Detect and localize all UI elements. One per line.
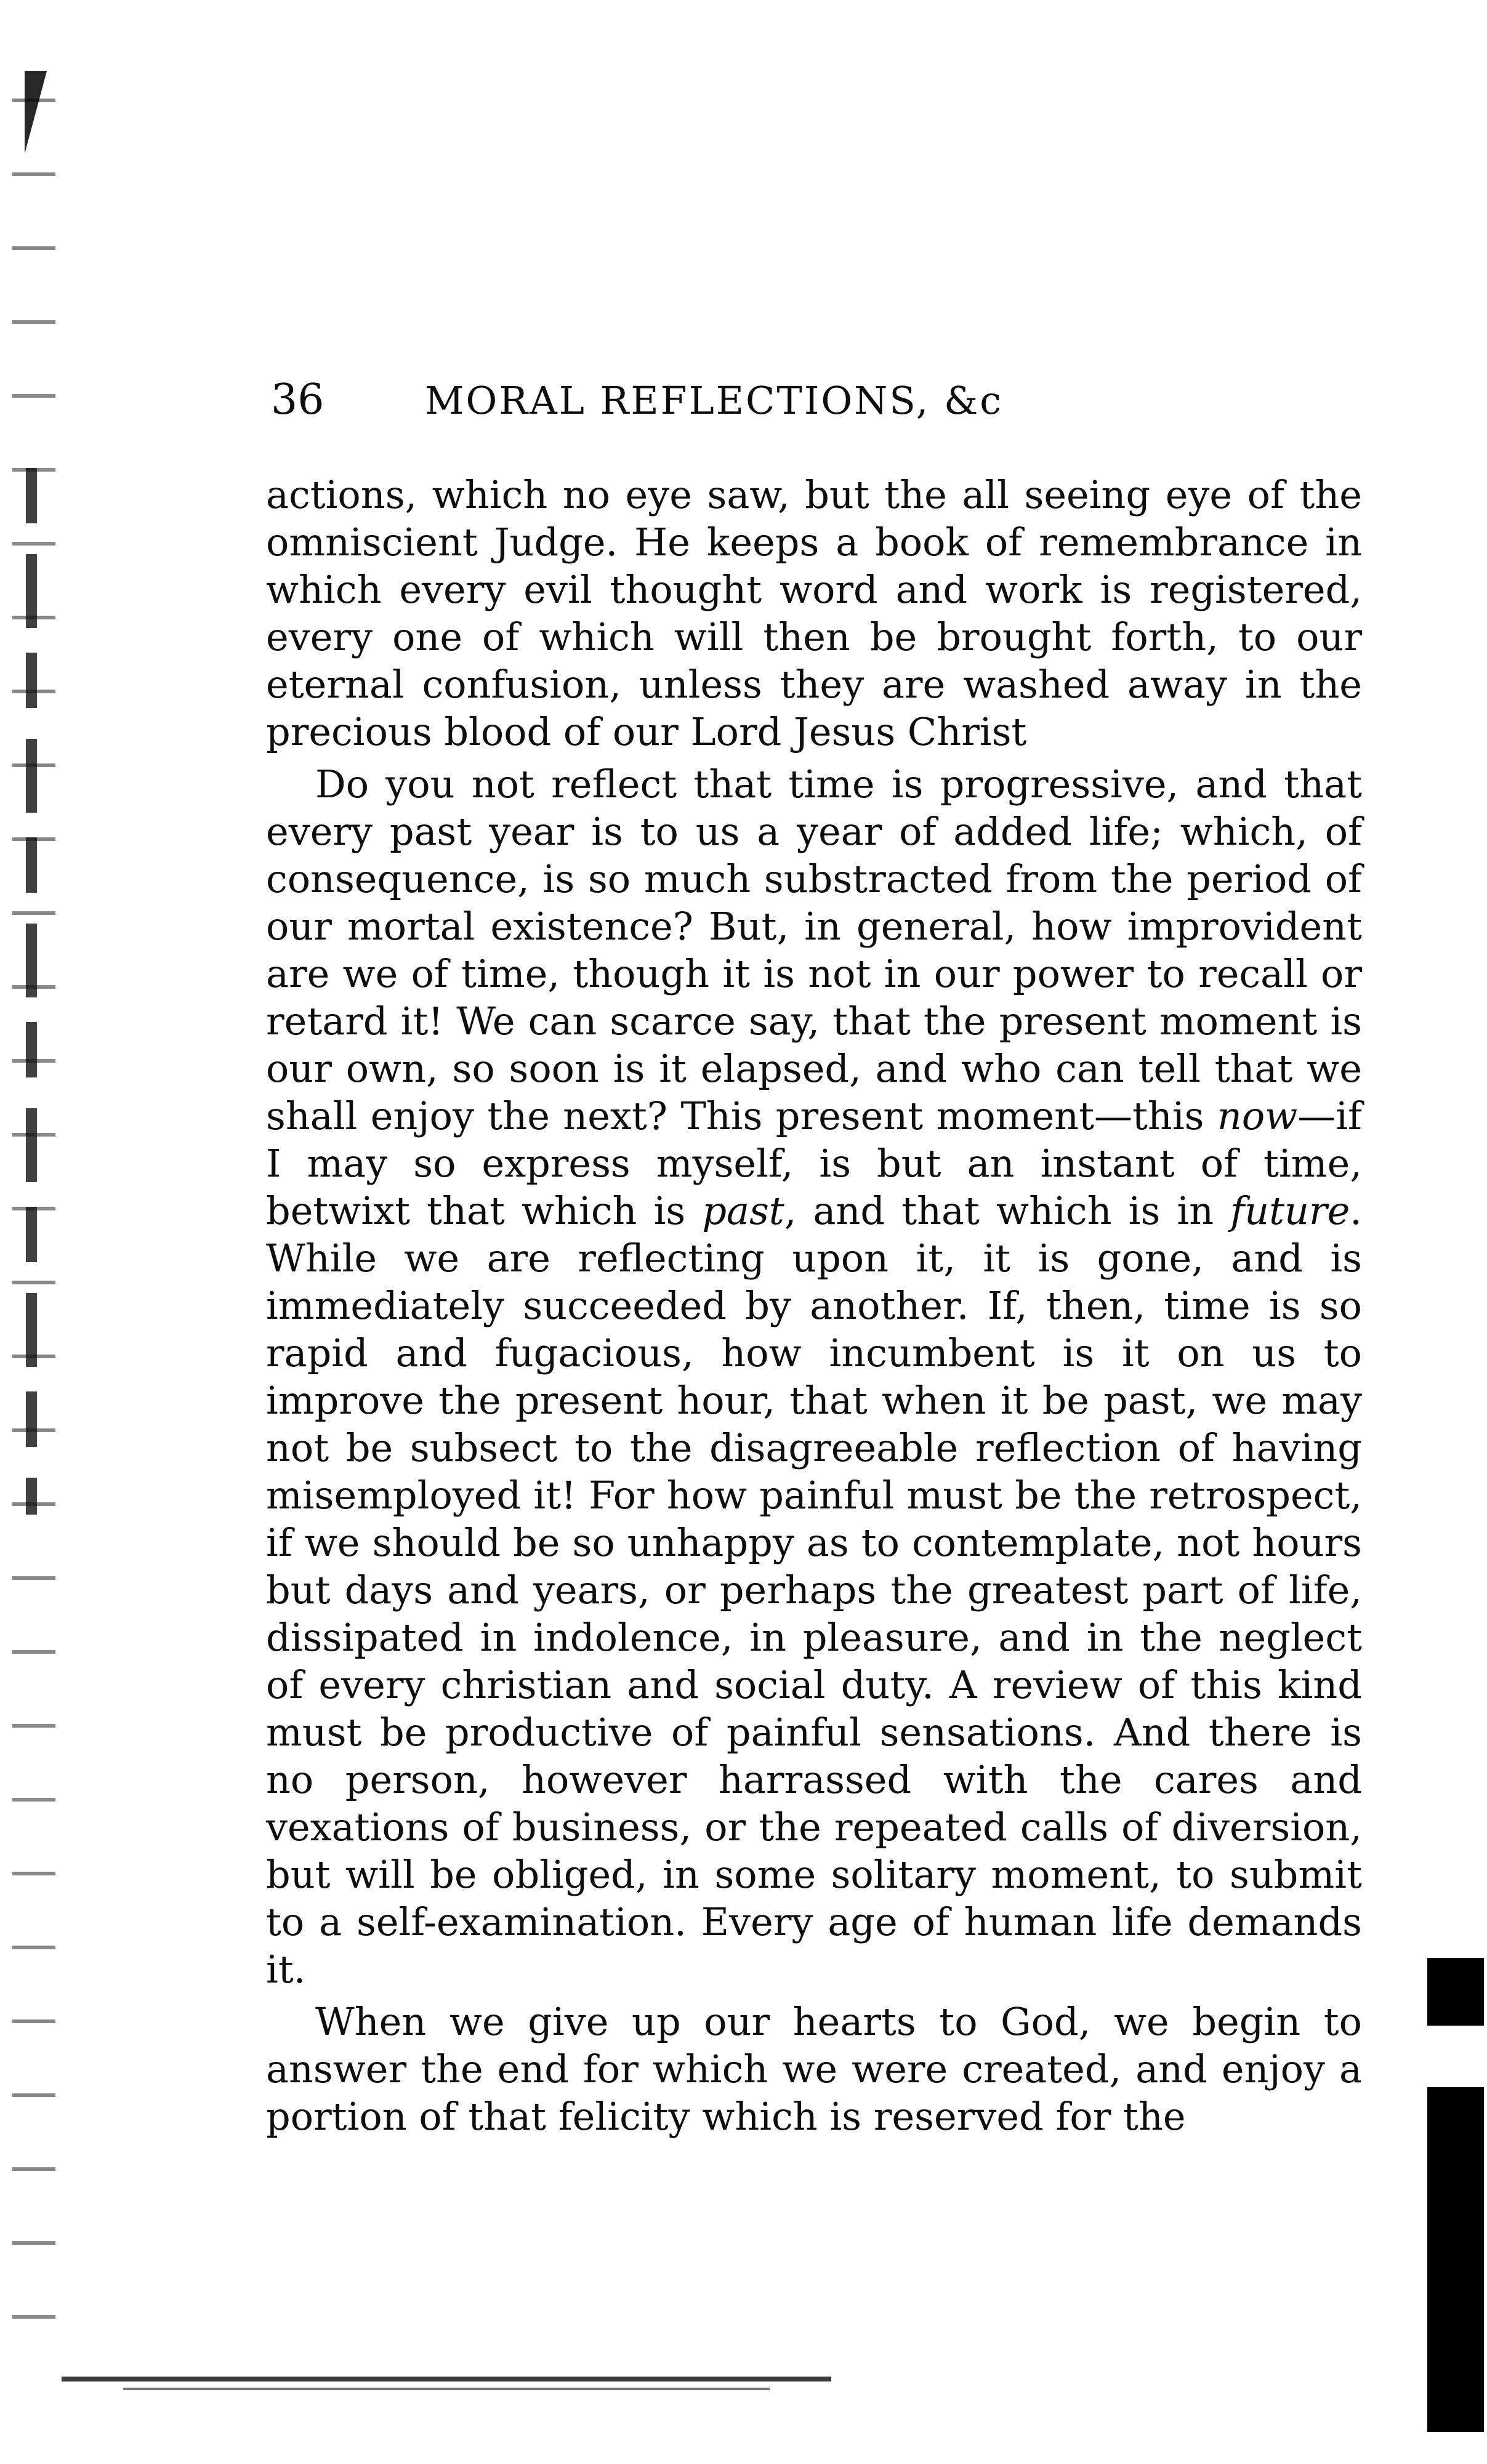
text-segment: actions, which no eye saw, but the all seeing eye of the omniscient Judge. He keeps a book of remembrance in which every evil thought word and work is registered, every one of which will then be brought forth, to our eternal confusion, unless they are washed away in the precious blood of our Lord Jesus Christ [266, 472, 1362, 754]
paragraph-continuation [266, 471, 1362, 755]
italic-word-now: now [1217, 1093, 1298, 1138]
text-segment: —if I may so express myself, is but an instant of time, betwixt that which is [266, 1093, 1362, 1233]
page-body [266, 471, 1362, 2140]
paragraph-hearts [266, 1998, 1362, 2140]
scan-artifact-bottom-rule [123, 2388, 770, 2390]
page-number: 36 [271, 376, 324, 424]
text-segment: . While we are reflecting upon it, it is gone, and is immediately succeeded by another. If, then, time is so rapid and fugacious, how incumbent is it on us to improve the present hour, that when it be past, we may not be subsect to the disagreeable reflection of having misemployed it! For how painful must be the retrospect, if we should be so unhappy as to contemplate, not hours but days and years, or perhaps the greatest part of life, dissipated in indolence, in pleasure, and in the neglect of every christian and social duty. A review of this kind must be productive of painful sensations. And there is no person, however harrassed with the cares and vexations of business, or the repeated calls of diversion, but will be obliged, in some solitary moment, to submit to a self-examination. Every age of human life demands it. [266, 1188, 1362, 1992]
text-segment: Do you not reflect that time is progressive, and that every past year is to us a year of added life; which, of consequence, is so much substracted from the period of our mortal existence? But, in general, how improvident are we of time, though it is not in our power to recall or retard it! We can scarce say, that the present moment is our own, so soon is it elapsed, and who can tell that we shall enjoy the next? This present moment—this [266, 762, 1362, 1138]
scan-artifact-right-bar [1427, 1958, 1484, 2026]
scan-artifact-binding [26, 468, 37, 1515]
running-title: MORAL REFLECTIONS, &c [425, 378, 1003, 423]
text-segment: When we give up our hearts to God, we begin to answer the end for which we were created, and enjoy a portion of that felicity which is reserved for the [266, 1999, 1362, 2139]
italic-word-past: past [702, 1188, 784, 1233]
paragraph-time [266, 760, 1362, 1993]
scan-artifact-bottom-rule [62, 2377, 831, 2381]
page-header [271, 376, 1164, 431]
italic-word-future: future [1230, 1188, 1350, 1233]
text-segment: , and that which is in [784, 1188, 1231, 1233]
scan-artifact-right-bar [1427, 2087, 1484, 2432]
